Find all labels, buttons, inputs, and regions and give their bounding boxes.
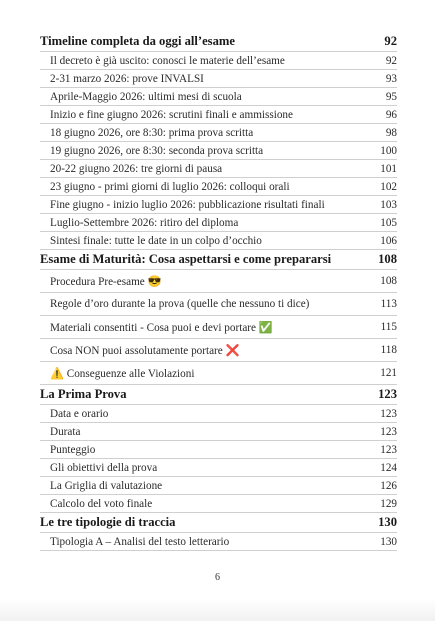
toc-page: 113 <box>380 298 397 310</box>
toc-entry[interactable] <box>40 513 397 533</box>
toc-page: 115 <box>380 321 397 333</box>
page-number: 6 <box>215 572 220 583</box>
toc-page: 92 <box>384 34 397 48</box>
toc-entry[interactable] <box>40 196 397 214</box>
toc-page: 105 <box>380 216 397 229</box>
toc-title: Timeline completa da oggi all’esame <box>40 34 235 48</box>
toc-entry[interactable] <box>40 160 397 178</box>
toc-title: Materiali consentiti - Cosa puoi e devi portare ✅ <box>50 321 273 334</box>
toc-title: 20-22 giugno 2026: tre giorni di pausa <box>50 162 223 175</box>
toc-entry[interactable] <box>40 124 397 142</box>
toc-page: 103 <box>380 198 397 211</box>
toc-title: 18 giugno 2026, ore 8:30: prima prova scritta <box>50 126 254 139</box>
toc-page: 108 <box>380 275 397 287</box>
toc-entry[interactable] <box>40 88 397 106</box>
toc-page: 123 <box>380 443 397 456</box>
toc-title: Esame di Maturità: Cosa aspettarsi e come prepararsi <box>40 252 332 266</box>
toc-entry[interactable] <box>40 178 397 196</box>
toc-page: 123 <box>378 387 397 401</box>
toc-title: Cosa NON puoi assolutamente portare ❌ <box>50 344 240 357</box>
toc-entry[interactable] <box>40 250 397 270</box>
table-of-contents <box>40 32 397 551</box>
toc-entry[interactable] <box>40 106 397 124</box>
toc-entry[interactable] <box>40 293 397 316</box>
toc-entry[interactable] <box>40 533 397 551</box>
toc-title: Le tre tipologie di traccia <box>40 515 176 529</box>
toc-entry[interactable] <box>40 405 397 423</box>
toc-entry[interactable] <box>40 423 397 441</box>
toc-page: 96 <box>385 108 397 121</box>
toc-page: 123 <box>380 407 397 420</box>
toc-title: Inizio e fine giugno 2026: scrutini finali e ammissione <box>50 108 293 121</box>
toc-title: Data e orario <box>50 407 109 420</box>
toc-page: 108 <box>378 252 397 266</box>
toc-title: Durata <box>50 425 81 438</box>
toc-title: Tipologia A – Analisi del testo letterario <box>50 535 230 548</box>
toc-title: Sintesi finale: tutte le date in un colpo d’occhio <box>50 234 262 247</box>
toc-title: Regole d’oro durante la prova (quelle che nessuno ti dice) <box>50 298 310 310</box>
toc-page: 130 <box>380 535 397 548</box>
toc-page: 95 <box>385 90 397 103</box>
toc-entry[interactable] <box>40 477 397 495</box>
toc-title: ⚠️ Conseguenze alle Violazioni <box>50 367 195 380</box>
page-edge <box>0 599 435 621</box>
toc-title: Luglio-Settembre 2026: ritiro del diploma <box>50 216 239 229</box>
toc-title: 2-31 marzo 2026: prove INVALSI <box>50 72 204 85</box>
toc-page: 118 <box>380 344 397 356</box>
toc-title: 23 giugno - primi giorni di luglio 2026: colloqui orali <box>50 180 290 193</box>
toc-entry[interactable] <box>40 362 397 385</box>
toc-page: 98 <box>385 126 397 139</box>
toc-entry[interactable] <box>40 459 397 477</box>
toc-entry[interactable] <box>40 339 397 362</box>
toc-entry[interactable] <box>40 316 397 339</box>
toc-title: Gli obiettivi della prova <box>50 461 158 474</box>
toc-page: 100 <box>380 144 397 157</box>
toc-title: Il decreto è già uscito: conosci le materie dell’esame <box>50 54 285 67</box>
toc-entry[interactable] <box>40 70 397 88</box>
toc-entry[interactable] <box>40 32 397 52</box>
toc-entry[interactable] <box>40 441 397 459</box>
toc-entry[interactable] <box>40 232 397 250</box>
toc-title: Aprile-Maggio 2026: ultimi mesi di scuola <box>50 90 242 103</box>
toc-page: 123 <box>380 425 397 438</box>
toc-page: 93 <box>385 72 397 85</box>
toc-title: 19 giugno 2026, ore 8:30: seconda prova scritta <box>50 144 264 157</box>
toc-title: Procedura Pre-esame 😎 <box>50 275 162 288</box>
toc-title: Calcolo del voto finale <box>50 497 153 510</box>
toc-page: 130 <box>378 515 397 529</box>
toc-page: 124 <box>380 461 397 474</box>
toc-page: 106 <box>380 234 397 247</box>
toc-title: La Griglia di valutazione <box>50 479 163 492</box>
toc-entry[interactable] <box>40 385 397 405</box>
toc-entry[interactable] <box>40 52 397 70</box>
toc-entry[interactable] <box>40 142 397 160</box>
toc-page: 129 <box>380 497 397 510</box>
toc-page: 101 <box>380 162 397 175</box>
toc-title: La Prima Prova <box>40 387 127 401</box>
toc-title: Punteggio <box>50 443 96 456</box>
toc-title: Fine giugno - inizio luglio 2026: pubblicazione risultati finali <box>50 198 325 211</box>
toc-entry[interactable] <box>40 214 397 232</box>
toc-page: 102 <box>380 180 397 193</box>
toc-page: 92 <box>385 54 397 67</box>
toc-entry[interactable] <box>40 495 397 513</box>
toc-page: 121 <box>380 367 397 379</box>
toc-entry[interactable] <box>40 270 397 293</box>
toc-page: 126 <box>380 479 397 492</box>
